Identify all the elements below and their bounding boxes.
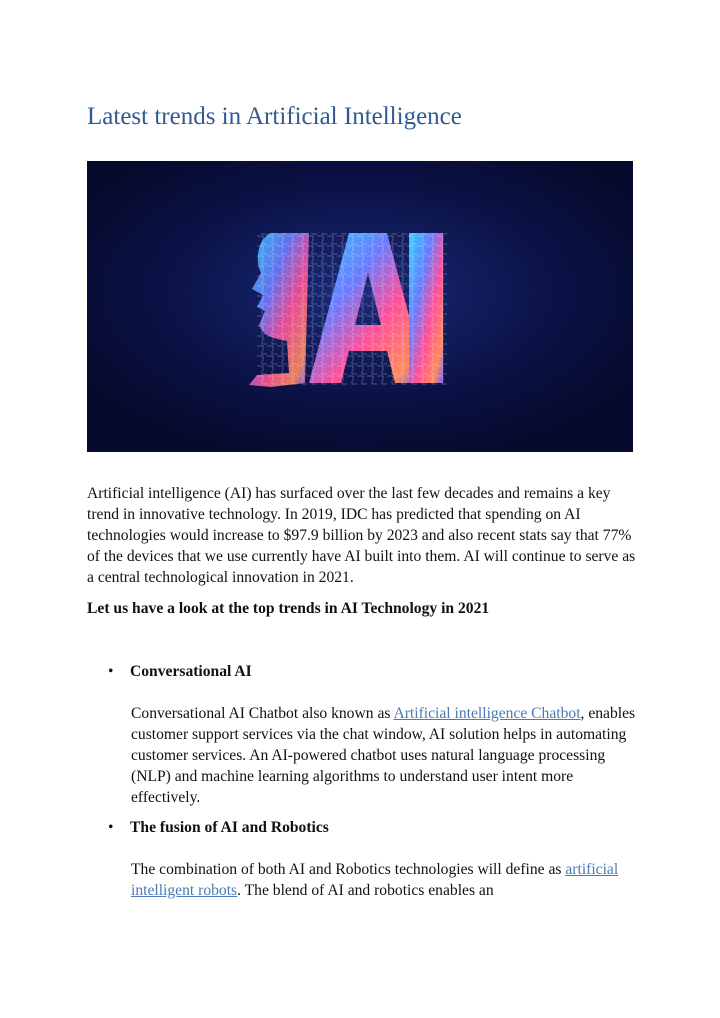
ai-robotics-paragraph [131, 859, 639, 901]
conversational-ai-paragraph [131, 703, 639, 808]
paragraph-text: Conversational AI Chatbot also known as [131, 705, 394, 722]
artificial-intelligent-robots-link[interactable]: artificial intelligent robots [131, 861, 619, 899]
hero-image-label: AI [349, 390, 351, 392]
page-title: Latest trends in Artificial Intelligence [87, 103, 462, 130]
bullet-icon: • [108, 819, 114, 836]
hero-image [87, 161, 633, 452]
bullet-heading-conversational-ai [108, 661, 252, 682]
bullet-heading-label: Conversational AI [130, 663, 252, 680]
paragraph-text: . The blend of AI and robotics enables an [237, 882, 494, 899]
paragraph-text: The combination of both AI and Robotics technologies will define as [131, 861, 566, 878]
bullet-heading-ai-robotics [108, 817, 329, 838]
bullet-heading-label: The fusion of AI and Robotics [130, 819, 329, 836]
bullet-icon: • [108, 663, 114, 680]
section-lead: Let us have a look at the top trends in AI Technology in 2021 [87, 600, 490, 617]
artificial-intelligence-chatbot-link[interactable]: Artificial intelligence Chatbot [393, 705, 581, 722]
paragraph-text: , enables customer support services via the chat window, AI solution helps in automating customer services. An AI-powered chatbot uses natural language processing (NLP) and machine learning algorithms to understand user intent more effectively. [131, 705, 636, 806]
intro-paragraph: Artificial intelligence (AI) has surfaced over the last few decades and remains a key trend in innovative technology. In 2019, IDC has predicted that spending on AI technologies would increase to $97.9 billion by 2023 and also recent stats say that 77% of the devices that we use currently have AI built into them. AI will continue to serve as a central technological innovation in 2021. [87, 485, 636, 586]
